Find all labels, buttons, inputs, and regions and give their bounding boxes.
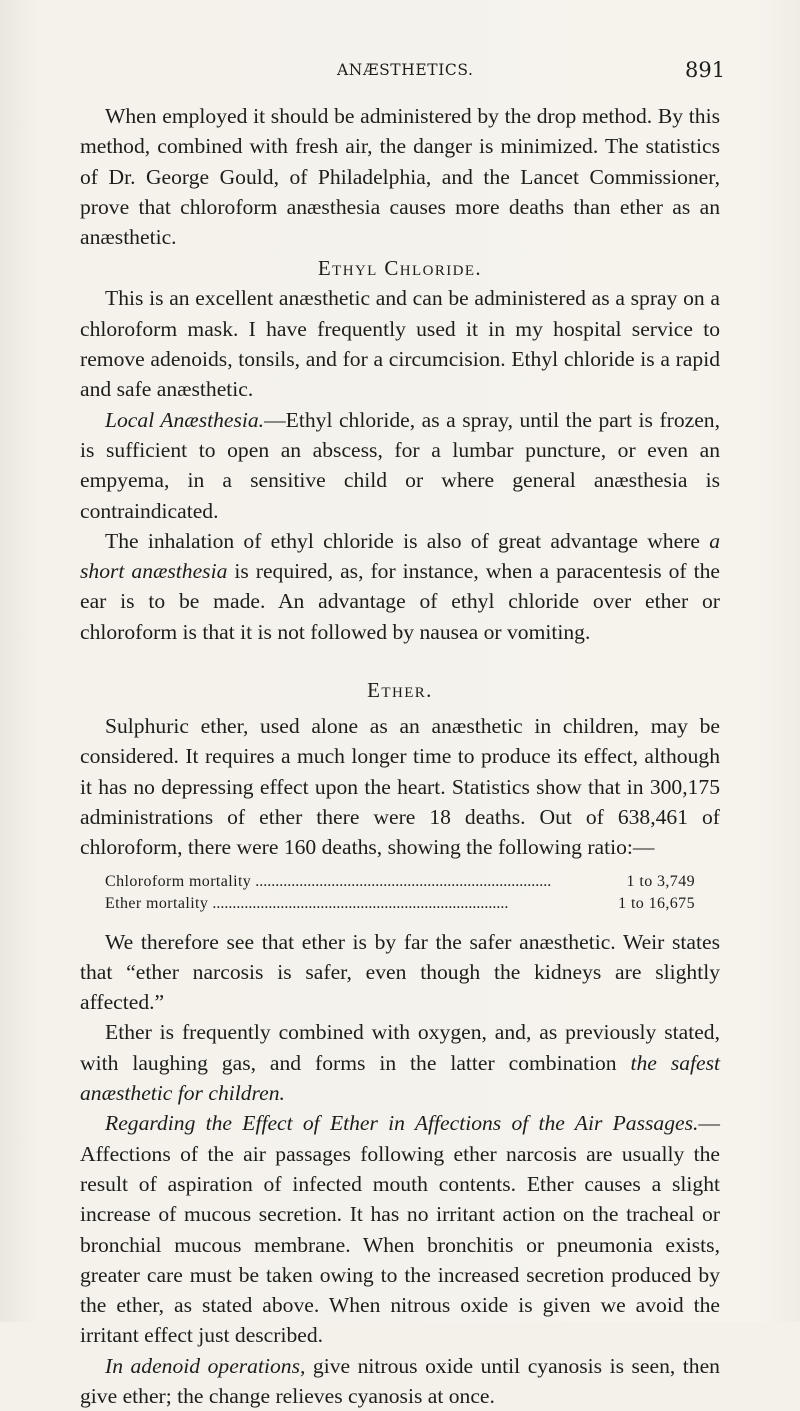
dot-leader xyxy=(212,893,612,915)
paragraph-air-passages xyxy=(80,1108,720,1350)
paragraph-text: Sulphuric ether, used alone as an anæsthetic in children, may be considered. It requires a much longer time to produce its effect, although it has no depressing effect upon the heart. Statistics show that in 300,175 administrations of ether there were 18 deaths. Out of 638,461 of chloroform, there were 160 deaths, showing the following ratio:— xyxy=(80,714,720,860)
subheading-adenoid-operations: In adenoid operations, xyxy=(105,1353,306,1378)
paragraph-text: When employed it should be administered by the drop method. By this method, combined with fresh air, the danger is minimized. The statistics of Dr. George Gould, of Philadelphia, and the Lancet Commissioner, prove that chloroform anæsthesia causes more deaths than ether as an anæsthetic. xyxy=(80,104,720,250)
paragraph-sulphuric-ether xyxy=(80,711,720,862)
emphasis-safest-anaesthetic: the safest anæsthetic for children. xyxy=(80,1050,721,1106)
paragraph-inhalation xyxy=(80,526,720,647)
mortality-ratio: 1 to 16,675 xyxy=(618,894,695,912)
section-heading-ethyl-chloride: Ethyl Chloride. xyxy=(317,256,483,281)
paragraph-text: is required, as, for instance, when a paracentesis of the ear is to be made. An advantage of ethyl chloride over ether or chloroform is that it is not followed by nausea or vomiting. xyxy=(80,559,720,644)
page-header xyxy=(0,58,800,88)
mortality-label: Chloroform mortality xyxy=(105,872,252,890)
paragraph-safer-anaesthetic xyxy=(80,927,720,1018)
paragraph-text: —Affections of the air passages following ether narcosis are usually the result of aspiration of infected mouth contents. Ether causes a slight increase of mucous secretion. It has no irritant action on the tracheal or bronchial mucous membrane. When bronchitis or pneumonia exists, greater care must be taken owing to the increased secretion produced by the ether, as stated above. When nitrous oxide is given we avoid the irritant effect just described. xyxy=(80,1111,720,1348)
paragraph-local-anaesthesia xyxy=(80,405,720,526)
subheading-air-passages: Regarding the Effect of Ether in Affections of the Air Passages. xyxy=(105,1111,699,1136)
subheading-local-anaesthesia: Local Anæsthesia. xyxy=(105,407,265,432)
emphasis-short-anaesthesia: a short anæsthesia xyxy=(80,528,720,584)
page-number: 891 xyxy=(685,58,726,82)
mortality-ratio: 1 to 3,749 xyxy=(626,872,695,890)
running-title: ANÆSTHETICS. xyxy=(337,61,474,79)
mortality-row-chloroform xyxy=(105,871,695,893)
mortality-table xyxy=(105,871,695,915)
dot-leader xyxy=(255,871,620,893)
paragraph-ethyl-chloride-intro xyxy=(80,283,720,404)
paragraph-oxygen-combination xyxy=(80,1017,720,1108)
paragraph-adenoid-operations xyxy=(80,1351,720,1411)
paragraph-text: —Ethyl chloride, as a spray, until the part is frozen, is sufficient to open an abscess, for a lumbar puncture, or even an empyema, in a sensitive child or where general anæsthesia is contraindicated. xyxy=(80,407,720,523)
mortality-label: Ether mortality xyxy=(105,894,209,912)
paragraph-text: Ether is frequently combined with oxygen, and, as previously stated, with laughing gas, and forms in the latter combination xyxy=(80,1020,720,1075)
paragraph-text: We therefore see that ether is by far the safer anæsthetic. Weir states that “ether narcosis is safer, even though the kidneys are slightly affected.” xyxy=(80,929,720,1015)
mortality-row-ether xyxy=(105,893,695,915)
page-body xyxy=(80,101,720,1411)
section-heading-ether: Ether. xyxy=(367,678,433,703)
paragraph-text: give nitrous oxide until cyanosis is seen, then give ether; the change relieves cyanosis at once. xyxy=(80,1353,720,1408)
paragraph-text: This is an excellent anæsthetic and can be administered as a spray on a chloroform mask. I have frequently used it in my hospital service to remove adenoids, tonsils, and for a circumcision. Ethyl chloride is a rapid and safe anæsthetic. xyxy=(80,286,720,402)
paragraph-drop-method xyxy=(80,101,720,252)
paragraph-text: The inhalation of ethyl chloride is also of great advantage where xyxy=(105,528,710,553)
